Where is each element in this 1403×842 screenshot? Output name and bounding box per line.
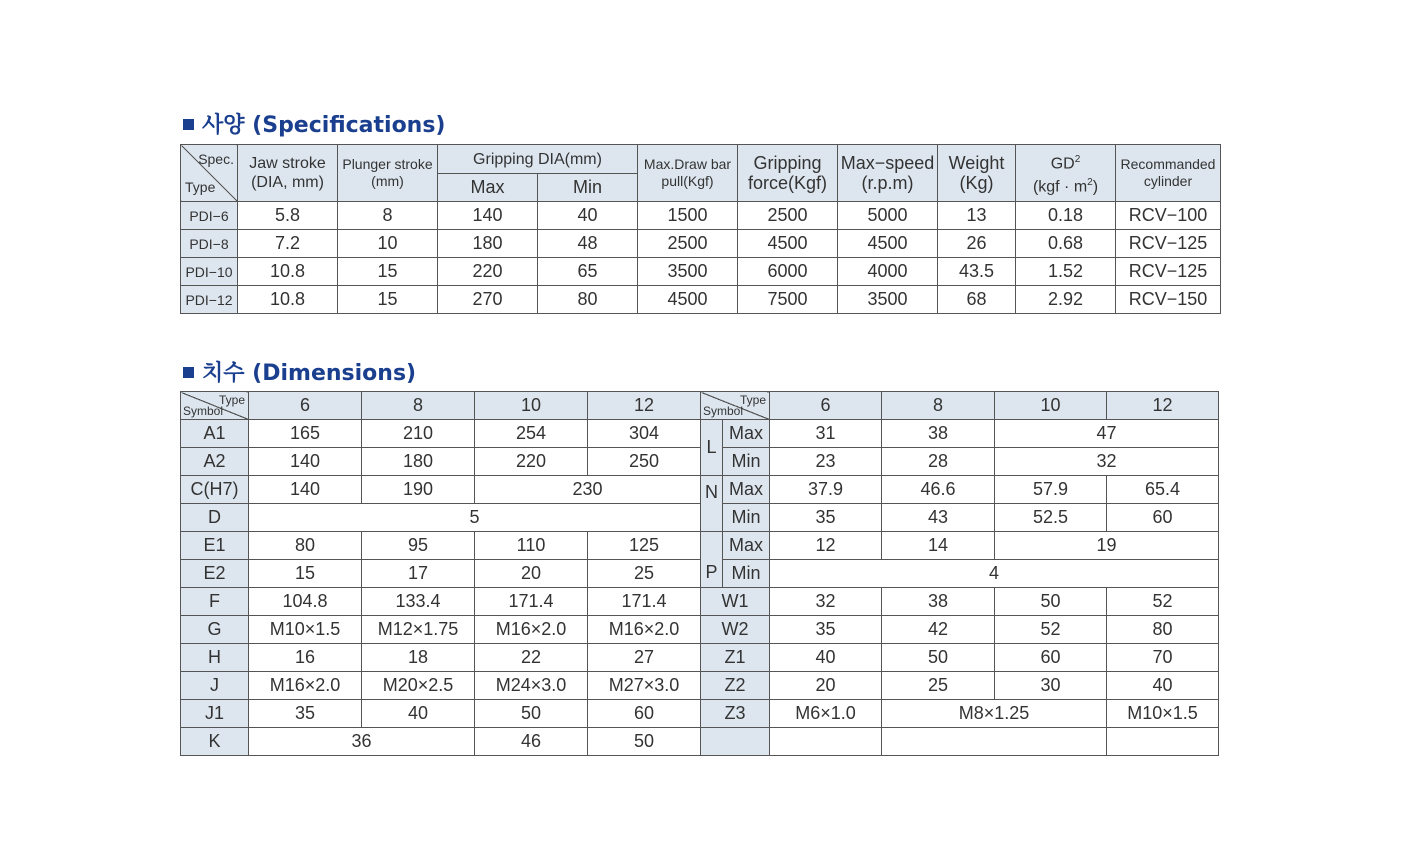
header-draw-bar-pull: Max.Draw bar pull(Kgf) (638, 145, 738, 202)
spec-corner-header: Spec. Type (181, 145, 238, 202)
table-row: Z3 M6×1.0 M8×1.25 M10×1.5 (701, 700, 1219, 728)
dim-corner-header: Type Symbol (181, 392, 249, 420)
table-row: J1 35 40 50 60 (181, 700, 701, 728)
table-row: J M16×2.0 M20×2.5 M24×3.0 M27×3.0 (181, 672, 701, 700)
dim-corner-header: Type Symbol (701, 392, 770, 420)
type-header: 6 (770, 392, 882, 420)
empty-symbol-cell (701, 728, 770, 756)
dimensions-table-right (700, 391, 1219, 756)
type-header: 8 (882, 392, 995, 420)
table-row: E2 15 17 20 25 (181, 560, 701, 588)
header-max-speed: Max−speed (r.p.m) (838, 145, 938, 202)
type-header: 8 (362, 392, 475, 420)
dimensions-table-left (180, 391, 701, 756)
type-header: 10 (475, 392, 588, 420)
table-row: D 5 (181, 504, 701, 532)
specifications-table (180, 144, 1221, 314)
table-row: Z1 40 50 60 70 (701, 644, 1219, 672)
table-row: PDI−12 10.8 15 270 80 4500 7500 3500 68 2.92 RCV−150 (181, 286, 1221, 314)
type-header: 12 (588, 392, 701, 420)
table-row: W2 35 42 52 80 (701, 616, 1219, 644)
header-recommended-cylinder: Recommanded cylinder (1116, 145, 1221, 202)
table-row: PDI−10 10.8 15 220 65 3500 6000 4000 43.5 1.52 RCV−125 (181, 258, 1221, 286)
table-row: E1 80 95 110 125 (181, 532, 701, 560)
table-row: Min 23 28 32 (701, 448, 1219, 476)
table-row: Z2 20 25 30 40 (701, 672, 1219, 700)
type-header: 10 (995, 392, 1107, 420)
type-header: 12 (1107, 392, 1219, 420)
table-row: F 104.8 133.4 171.4 171.4 (181, 588, 701, 616)
spec-section-title: 사양 (Specifications) (183, 108, 446, 139)
header-gd2: $GD^2$ $(kgf \cdot m^2)$ (1016, 145, 1116, 202)
table-row: Min 4 (701, 560, 1219, 588)
table-row (701, 728, 1219, 756)
table-row: N Max 37.9 46.6 57.9 65.4 (701, 476, 1219, 504)
table-row: PDI−6 5.8 8 140 40 1500 2500 5000 13 0.18 RCV−100 (181, 202, 1221, 230)
table-row: H 16 18 22 27 (181, 644, 701, 672)
header-jaw-stroke: Jaw stroke (DIA, mm) (238, 145, 338, 202)
square-bullet-icon (183, 367, 194, 378)
dim-section-title: 치수 (Dimensions) (183, 356, 416, 387)
table-row: G M10×1.5 M12×1.75 M16×2.0 M16×2.0 (181, 616, 701, 644)
table-row: P Max 12 14 19 (701, 532, 1219, 560)
header-gripping-force: Gripping force(Kgf) (738, 145, 838, 202)
header-weight: Weight (Kg) (938, 145, 1016, 202)
header-plunger-stroke: Plunger stroke (mm) (338, 145, 438, 202)
table-row: A1 165 210 254 304 (181, 420, 701, 448)
table-row: PDI−8 7.2 10 180 48 2500 4500 4500 26 0.68 RCV−125 (181, 230, 1221, 258)
table-row: A2 140 180 220 250 (181, 448, 701, 476)
square-bullet-icon (183, 119, 194, 130)
table-row: Min 35 43 52.5 60 (701, 504, 1219, 532)
table-row: C(H7) 140 190 230 (181, 476, 701, 504)
table-row: W1 32 38 50 52 (701, 588, 1219, 616)
table-row: L Max 31 38 47 (701, 420, 1219, 448)
header-grip-max: Max (438, 174, 538, 202)
table-row: K 36 46 50 (181, 728, 701, 756)
header-grip-min: Min (538, 174, 638, 202)
header-gripping-dia: Gripping DIA(mm) (438, 145, 638, 174)
type-header: 6 (249, 392, 362, 420)
